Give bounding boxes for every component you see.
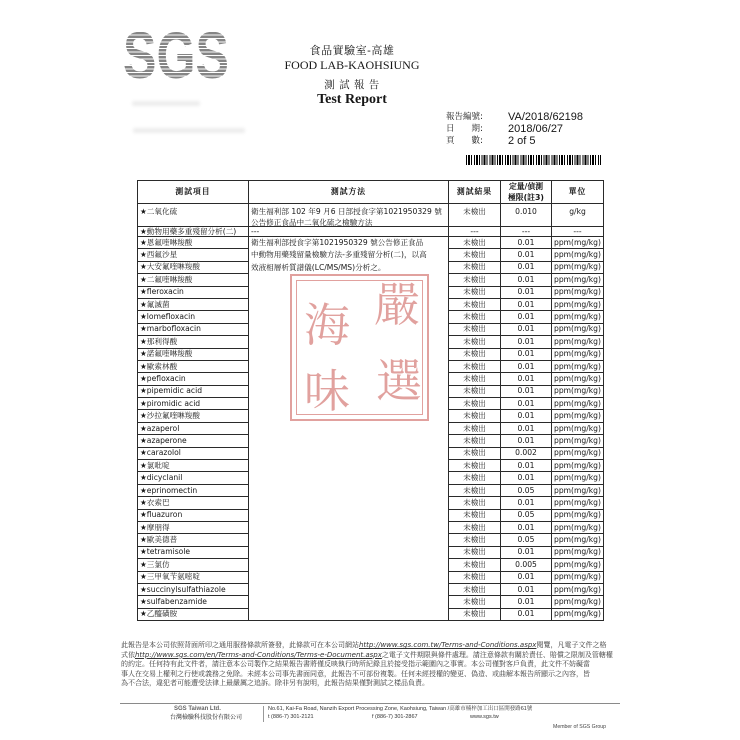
page-count-row bbox=[446, 135, 583, 147]
limit-cell: 0.01 bbox=[501, 460, 552, 472]
limit-cell: 0.01 bbox=[501, 299, 552, 311]
company-address: No.61, Kai-Fa Road, Nanzih Export Processing Zone, Kaohsiung, Taiwan /高雄市楠梓加工出口區開發路61號 bbox=[268, 706, 533, 712]
result-cell: 未檢出 bbox=[449, 204, 501, 227]
limit-cell: --- bbox=[501, 227, 552, 237]
item-name: ★歐美德普 bbox=[138, 534, 249, 546]
company-phone: t (886-7) 301-2121 bbox=[268, 714, 314, 720]
unit-cell: ppm(mg/kg) bbox=[552, 386, 604, 398]
report-number-row bbox=[446, 111, 583, 123]
limit-cell: 0.01 bbox=[501, 262, 552, 274]
lab-name-zh: 食品實驗室-高雄 bbox=[309, 44, 395, 57]
result-cell: 未檢出 bbox=[449, 510, 501, 522]
limit-cell: 0.01 bbox=[501, 249, 552, 261]
limit-cell: 0.05 bbox=[501, 510, 552, 522]
limit-cell: 0.05 bbox=[501, 485, 552, 497]
limit-cell: 0.01 bbox=[501, 398, 552, 410]
unit-cell: ppm(mg/kg) bbox=[552, 423, 604, 435]
limit-cell: 0.002 bbox=[501, 448, 552, 460]
disclaimer-text: 式依 bbox=[121, 650, 135, 659]
item-name: ★三氯仿 bbox=[138, 559, 249, 571]
method-line: 衛生福利部授食字第1021950329 號公告修正食品 bbox=[251, 238, 424, 247]
limit-cell: 0.01 bbox=[501, 435, 552, 447]
header-item: 測試項目 bbox=[138, 181, 249, 204]
limit-cell: 0.010 bbox=[501, 204, 552, 227]
item-name: ★azaperone bbox=[138, 435, 249, 447]
limit-cell: 0.01 bbox=[501, 596, 552, 608]
result-cell: 未檢出 bbox=[449, 262, 501, 274]
disclaimer-text: 此報告是本公司依照背面所印之通用服務條款所簽發，此條款可在本公司網站 bbox=[121, 641, 359, 649]
item-name: ★succinylsulfathiazole bbox=[138, 584, 249, 596]
disclaimer-line: 事人在交易上權利之行使或義務之免除。未經本公司事先書面同意，此報告不可部份複製。任何未經授權的變更、偽造、或曲解本報告所顯示之內容，皆 bbox=[121, 669, 590, 678]
result-table bbox=[137, 180, 604, 621]
unit-cell: ppm(mg/kg) bbox=[552, 349, 604, 361]
item-name: ★乙醯磺胺 bbox=[138, 609, 249, 621]
seal-char: 選 bbox=[376, 354, 422, 408]
item-name: ★氟滅菌 bbox=[138, 299, 249, 311]
method-cell bbox=[249, 204, 449, 227]
faint-mark bbox=[132, 101, 200, 106]
page-count-label: 頁 數: bbox=[446, 136, 483, 147]
unit-cell: ppm(mg/kg) bbox=[552, 262, 604, 274]
item-name: ★西氟沙星 bbox=[138, 249, 249, 261]
result-cell: 未檢出 bbox=[449, 547, 501, 559]
result-cell: 未檢出 bbox=[449, 299, 501, 311]
header-result: 測試結果 bbox=[449, 181, 501, 204]
method-cell: --- bbox=[249, 227, 449, 237]
limit-cell: 0.01 bbox=[501, 274, 552, 286]
limit-cell: 0.01 bbox=[501, 609, 552, 621]
item-name: ★恩氟喹啉羧酸 bbox=[138, 237, 249, 249]
header-method: 測試方法 bbox=[249, 181, 449, 204]
seal-char: 味 bbox=[304, 364, 350, 418]
company-fax: f (886-7) 301-2867 bbox=[372, 714, 418, 720]
unit-cell: ppm(mg/kg) bbox=[552, 448, 604, 460]
unit-cell: ppm(mg/kg) bbox=[552, 237, 604, 249]
unit-cell: ppm(mg/kg) bbox=[552, 410, 604, 422]
disclaimer-text: 閱覽，凡電子文件之格 bbox=[536, 641, 607, 649]
sgs-logo: SGS bbox=[123, 18, 229, 92]
unit-cell: ppm(mg/kg) bbox=[552, 559, 604, 571]
result-cell: 未檢出 bbox=[449, 349, 501, 361]
result-cell: 未檢出 bbox=[449, 274, 501, 286]
header-limit-line2: 極限(註3) bbox=[508, 193, 544, 202]
lab-name-en: FOOD LAB-KAOHSIUNG bbox=[284, 58, 420, 72]
result-cell: 未檢出 bbox=[449, 410, 501, 422]
footer-vertical-divider bbox=[263, 706, 264, 722]
limit-cell: 0.01 bbox=[501, 311, 552, 323]
unit-cell: g/kg bbox=[552, 204, 604, 227]
result-cell: 未檢出 bbox=[449, 249, 501, 261]
result-cell: 未檢出 bbox=[449, 596, 501, 608]
unit-cell: ppm(mg/kg) bbox=[552, 485, 604, 497]
unit-cell: ppm(mg/kg) bbox=[552, 497, 604, 509]
unit-cell: ppm(mg/kg) bbox=[552, 596, 604, 608]
item-name: ★marbofloxacin bbox=[138, 324, 249, 336]
disclaimer-line bbox=[121, 641, 621, 651]
unit-cell: ppm(mg/kg) bbox=[552, 274, 604, 286]
limit-cell: 0.01 bbox=[501, 423, 552, 435]
item-name: ★那利得酸 bbox=[138, 336, 249, 348]
item-name: ★沙拉氟喹啉羧酸 bbox=[138, 410, 249, 422]
item-name: ★lomefloxacin bbox=[138, 311, 249, 323]
item-name: ★azaperol bbox=[138, 423, 249, 435]
limit-cell: 0.01 bbox=[501, 386, 552, 398]
unit-cell: ppm(mg/kg) bbox=[552, 324, 604, 336]
member-of-group: Member of SGS Group bbox=[553, 724, 607, 730]
limit-cell: 0.01 bbox=[501, 336, 552, 348]
item-name: ★fleroxacin bbox=[138, 287, 249, 299]
unit-cell: ppm(mg/kg) bbox=[552, 460, 604, 472]
limit-cell: 0.01 bbox=[501, 522, 552, 534]
unit-cell: ppm(mg/kg) bbox=[552, 249, 604, 261]
header-limit bbox=[501, 181, 552, 204]
result-cell: 未檢出 bbox=[449, 522, 501, 534]
result-cell: 未檢出 bbox=[449, 423, 501, 435]
disclaimer-line bbox=[121, 651, 621, 661]
result-cell: 未檢出 bbox=[449, 572, 501, 584]
limit-cell: 0.05 bbox=[501, 534, 552, 546]
item-name: ★fluazuron bbox=[138, 510, 249, 522]
unit-cell: ppm(mg/kg) bbox=[552, 311, 604, 323]
disclaimer bbox=[121, 641, 621, 689]
result-cell: 未檢出 bbox=[449, 336, 501, 348]
result-cell: 未檢出 bbox=[449, 373, 501, 385]
item-name: ★二氟喹啉羧酸 bbox=[138, 274, 249, 286]
unit-cell: ppm(mg/kg) bbox=[552, 510, 604, 522]
unit-cell: ppm(mg/kg) bbox=[552, 472, 604, 484]
unit-cell: --- bbox=[552, 227, 604, 237]
limit-cell: 0.01 bbox=[501, 287, 552, 299]
item-name: ★二氧化硫 bbox=[138, 204, 249, 227]
result-cell: --- bbox=[449, 227, 501, 237]
barcode bbox=[466, 155, 601, 165]
e-document-terms-link[interactable]: http://www.sgs.com/en/Terms-and-Conditions/Terms-e-Document.aspx bbox=[135, 650, 382, 659]
result-cell: 未檢出 bbox=[449, 559, 501, 571]
limit-cell: 0.01 bbox=[501, 373, 552, 385]
report-number-value: VA/2018/62198 bbox=[508, 111, 584, 123]
limit-cell: 0.01 bbox=[501, 497, 552, 509]
page-count-value: 2 of 5 bbox=[508, 135, 536, 148]
disclaimer-line: 的約定。任何持有此文件者，請注意本公司製作之結果報告書將僅反映執行時所紀錄且於接受指示範圍內之事實。本公司僅對客戶負責，此文件不妨礙當 bbox=[121, 660, 590, 669]
report-info bbox=[446, 111, 583, 148]
seal-char: 海 bbox=[304, 298, 350, 352]
unit-cell: ppm(mg/kg) bbox=[552, 522, 604, 534]
unit-cell: ppm(mg/kg) bbox=[552, 547, 604, 559]
item-name: ★摩朋得 bbox=[138, 522, 249, 534]
result-cell: 未檢出 bbox=[449, 497, 501, 509]
limit-cell: 0.005 bbox=[501, 559, 552, 571]
result-cell: 未檢出 bbox=[449, 386, 501, 398]
method-line: 公告修正食品中二氧化硫之檢驗方法 bbox=[251, 218, 373, 227]
result-cell: 未檢出 bbox=[449, 361, 501, 373]
item-name: ★tetramisole bbox=[138, 547, 249, 559]
report-date-row bbox=[446, 123, 583, 135]
header-limit-line1: 定量/偵測 bbox=[508, 182, 544, 191]
unit-cell: ppm(mg/kg) bbox=[552, 361, 604, 373]
result-cell: 未檢出 bbox=[449, 287, 501, 299]
limit-cell: 0.01 bbox=[501, 472, 552, 484]
unit-cell: ppm(mg/kg) bbox=[552, 534, 604, 546]
company-name-zh: 台灣檢驗科技股份有限公司 bbox=[170, 714, 243, 721]
item-group-name: ★動物用藥多重殘留分析(二) bbox=[138, 227, 249, 237]
terms-link[interactable]: http://www.sgs.com.tw/Terms-and-Conditions.aspx bbox=[359, 641, 537, 649]
item-name: ★dicyclanil bbox=[138, 472, 249, 484]
header-unit: 單位 bbox=[552, 181, 604, 204]
result-cell: 未檢出 bbox=[449, 237, 501, 249]
limit-cell: 0.01 bbox=[501, 572, 552, 584]
unit-cell: ppm(mg/kg) bbox=[552, 572, 604, 584]
limit-cell: 0.01 bbox=[501, 324, 552, 336]
limit-cell: 0.01 bbox=[501, 237, 552, 249]
company-website-link[interactable]: www.sgs.tw bbox=[470, 714, 499, 720]
group-method-cell bbox=[249, 237, 449, 621]
item-name: ★大安氟喹啉羧酸 bbox=[138, 262, 249, 274]
result-cell: 未檢出 bbox=[449, 584, 501, 596]
unit-cell: ppm(mg/kg) bbox=[552, 609, 604, 621]
method-line: 效液相層析質譜儀(LC/MS/MS)分析之。 bbox=[251, 262, 386, 272]
limit-cell: 0.01 bbox=[501, 410, 552, 422]
limit-cell: 0.01 bbox=[501, 547, 552, 559]
result-cell: 未檢出 bbox=[449, 398, 501, 410]
disclaimer-line: 為不合法，違犯者可能遭受法律上最嚴厲之追訴。除非另有說明，此報告結果僅對測試之樣品負責。 bbox=[121, 679, 429, 688]
unit-cell: ppm(mg/kg) bbox=[552, 336, 604, 348]
item-name: ★氯吡啶 bbox=[138, 460, 249, 472]
limit-cell: 0.01 bbox=[501, 361, 552, 373]
method-line: 衛生福利部 102 年9 月6 日部授食字第1021950329 號 bbox=[251, 207, 442, 216]
limit-cell: 0.01 bbox=[501, 584, 552, 596]
unit-cell: ppm(mg/kg) bbox=[552, 435, 604, 447]
item-name: ★sulfabenzamide bbox=[138, 596, 249, 608]
report-title-en: Test Report bbox=[317, 92, 387, 107]
seal-char: 嚴 bbox=[374, 278, 420, 332]
item-name: ★carazolol bbox=[138, 448, 249, 460]
result-cell: 未檢出 bbox=[449, 324, 501, 336]
company-name-en: SGS Taiwan Ltd. bbox=[174, 706, 221, 712]
result-cell: 未檢出 bbox=[449, 472, 501, 484]
result-cell: 未檢出 bbox=[449, 435, 501, 447]
item-name: ★歐索林酸 bbox=[138, 361, 249, 373]
report-date-value: 2018/06/27 bbox=[508, 123, 564, 136]
result-cell: 未檢出 bbox=[449, 448, 501, 460]
result-cell: 未檢出 bbox=[449, 609, 501, 621]
faint-mark bbox=[133, 128, 245, 133]
limit-cell: 0.01 bbox=[501, 349, 552, 361]
item-name: ★piromidic acid bbox=[138, 398, 249, 410]
result-cell: 未檢出 bbox=[449, 460, 501, 472]
item-name: ★衣索巴 bbox=[138, 497, 249, 509]
result-cell: 未檢出 bbox=[449, 485, 501, 497]
unit-cell: ppm(mg/kg) bbox=[552, 584, 604, 596]
unit-cell: ppm(mg/kg) bbox=[552, 398, 604, 410]
unit-cell: ppm(mg/kg) bbox=[552, 287, 604, 299]
unit-cell: ppm(mg/kg) bbox=[552, 373, 604, 385]
item-name: ★三甲氧苄氨嘧啶 bbox=[138, 572, 249, 584]
footer-divider bbox=[120, 703, 620, 704]
result-cell: 未檢出 bbox=[449, 534, 501, 546]
report-title-zh: 測 試 報 告 bbox=[324, 79, 380, 91]
result-cell: 未檢出 bbox=[449, 311, 501, 323]
report-number-label: 報告編號: bbox=[446, 112, 483, 122]
item-name: ★pefloxacin bbox=[138, 373, 249, 385]
report-date-label: 日 期: bbox=[446, 124, 483, 135]
unit-cell: ppm(mg/kg) bbox=[552, 299, 604, 311]
item-name: ★諾氟喹啉羧酸 bbox=[138, 349, 249, 361]
item-name: ★pipemidic acid bbox=[138, 386, 249, 398]
method-line: 中動物用藥殘留量檢驗方法-多重殘留分析(二)，以高 bbox=[251, 250, 427, 260]
item-name: ★eprinomectin bbox=[138, 485, 249, 497]
disclaimer-text: 之電子文件期限與條件處理。請注意條款有關於責任、賠償之限制及管轄權 bbox=[381, 650, 613, 659]
